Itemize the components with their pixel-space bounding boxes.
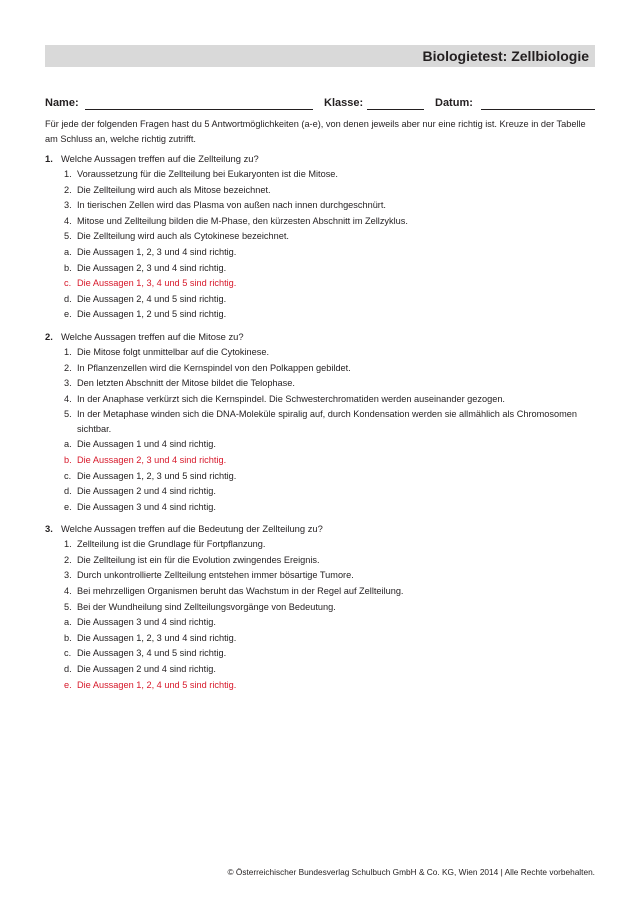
statement-item: 3. In tierischen Zellen wird das Plasma von außen nach innen durchgeschnürt. [64, 200, 386, 211]
question-number: 3. [45, 523, 53, 535]
statement-item: 1. Die Mitose folgt unmittelbar auf die Cytokinese. [64, 346, 270, 357]
class-label: Klasse: [324, 97, 364, 109]
statement-item: 1. Voraussetzung für die Zellteilung bei Eukaryonten ist die Mitose. [64, 169, 338, 179]
name-field[interactable] [85, 109, 313, 110]
page-title: Biologietest: Zellbiologie [422, 48, 589, 64]
question-1 [45, 151, 597, 323]
question-heading [45, 151, 597, 167]
answer-option: a. Die Aussagen 3 und 4 sind richtig. [64, 617, 216, 628]
answer-option: d. Die Aussagen 2 und 4 sind richtig. [64, 664, 216, 675]
question-list [45, 151, 597, 693]
statement-item: 5. In der Metaphase winden sich die DNA-Moleküle spiralig auf, durch Kondensation werden sie allmählich als Chromosomen sichtbar. [64, 409, 577, 435]
statement-item: 2. In Pflanzenzellen wird die Kernspindel von den Polkappen gebildet. [64, 362, 351, 373]
answer-option: d. Die Aussagen 2, 4 und 5 sind richtig. [64, 293, 227, 304]
statement-item: 5. Bei der Wundheilung sind Zellteilungsvorgänge von Bedeutung. [64, 601, 336, 612]
question-text: Welche Aussagen treffen auf die Zellteilung zu? [61, 153, 259, 164]
answer-option-correct: e. Die Aussagen 1, 2, 4 und 5 sind richtig. [64, 679, 237, 690]
question-number: 1. [45, 153, 53, 164]
answer-option: b. Die Aussagen 1, 2, 3 und 4 sind richtig. [64, 632, 237, 643]
statement-item: 4. Mitose und Zellteilung bilden die M-Phase, den kürzesten Abschnitt im Zellzyklus. [64, 215, 408, 226]
copyright-footer: © Österreichischer Bundesverlag Schulbuch GmbH & Co. KG, Wien 2014 | Alle Rechte vorbehalten. [227, 867, 595, 877]
statement-item: 4. Bei mehrzelligen Organismen beruht das Wachstum in der Regel auf Zellteilung. [64, 586, 404, 597]
header-bar [45, 45, 595, 67]
statement-item: 2. Die Zellteilung ist ein für die Evolution zwingendes Ereignis. [64, 554, 320, 565]
date-field[interactable] [481, 109, 595, 110]
answer-option: c. Die Aussagen 3, 4 und 5 sind richtig. [64, 648, 227, 659]
statement-item: 4. In der Anaphase verkürzt sich die Kernspindel. Die Schwesterchromatiden werden auseinander gezogen. [64, 393, 505, 404]
answer-option: a. Die Aussagen 1 und 4 sind richtig. [64, 439, 216, 450]
answer-option: c. Die Aussagen 1, 2, 3 und 5 sind richtig. [64, 470, 237, 481]
student-info-row [45, 96, 595, 112]
class-field[interactable] [367, 109, 424, 110]
name-label: Name: [45, 97, 79, 109]
question-2 [45, 329, 597, 515]
instructions: Für jede der folgenden Fragen hast du 5 Antwortmöglichkeiten (a-e), von denen jeweils aber nur eine richtig ist. Kreuze in der Tabelle am Schluss an, welche richtig zutrifft. [45, 119, 586, 144]
answer-option-correct: b. Die Aussagen 2, 3 und 4 sind richtig. [64, 454, 227, 465]
question-3 [45, 521, 597, 693]
statement-item: 3. Durch unkontrollierte Zellteilung entstehen immer bösartige Tumore. [64, 570, 354, 581]
statement-item: 1. Zellteilung ist die Grundlage für Fortpflanzung. [64, 539, 266, 550]
answer-option: e. Die Aussagen 1, 2 und 5 sind richtig. [64, 309, 227, 320]
statement-item: 2. Die Zellteilung wird auch als Mitose bezeichnet. [64, 184, 271, 195]
statement-item: 3. Den letzten Abschnitt der Mitose bildet die Telophase. [64, 378, 295, 389]
answer-option: a. Die Aussagen 1, 2, 3 und 4 sind richtig. [64, 246, 237, 257]
question-text: Welche Aussagen treffen auf die Mitose zu? [61, 330, 244, 342]
question-text: Welche Aussagen treffen auf die Bedeutung der Zellteilung zu? [61, 523, 323, 535]
answer-option-correct: c. Die Aussagen 1, 3, 4 und 5 sind richtig. [64, 278, 237, 289]
answer-option: d. Die Aussagen 2 und 4 sind richtig. [64, 486, 216, 497]
question-heading [45, 329, 597, 345]
statement-item: 5. Die Zellteilung wird auch als Cytokinese bezeichnet. [64, 231, 289, 242]
answer-option: e. Die Aussagen 3 und 4 sind richtig. [64, 501, 216, 512]
answer-option: b. Die Aussagen 2, 3 und 4 sind richtig. [64, 262, 227, 273]
question-heading [45, 521, 597, 537]
date-label: Datum: [435, 97, 473, 109]
question-number: 2. [45, 330, 53, 342]
